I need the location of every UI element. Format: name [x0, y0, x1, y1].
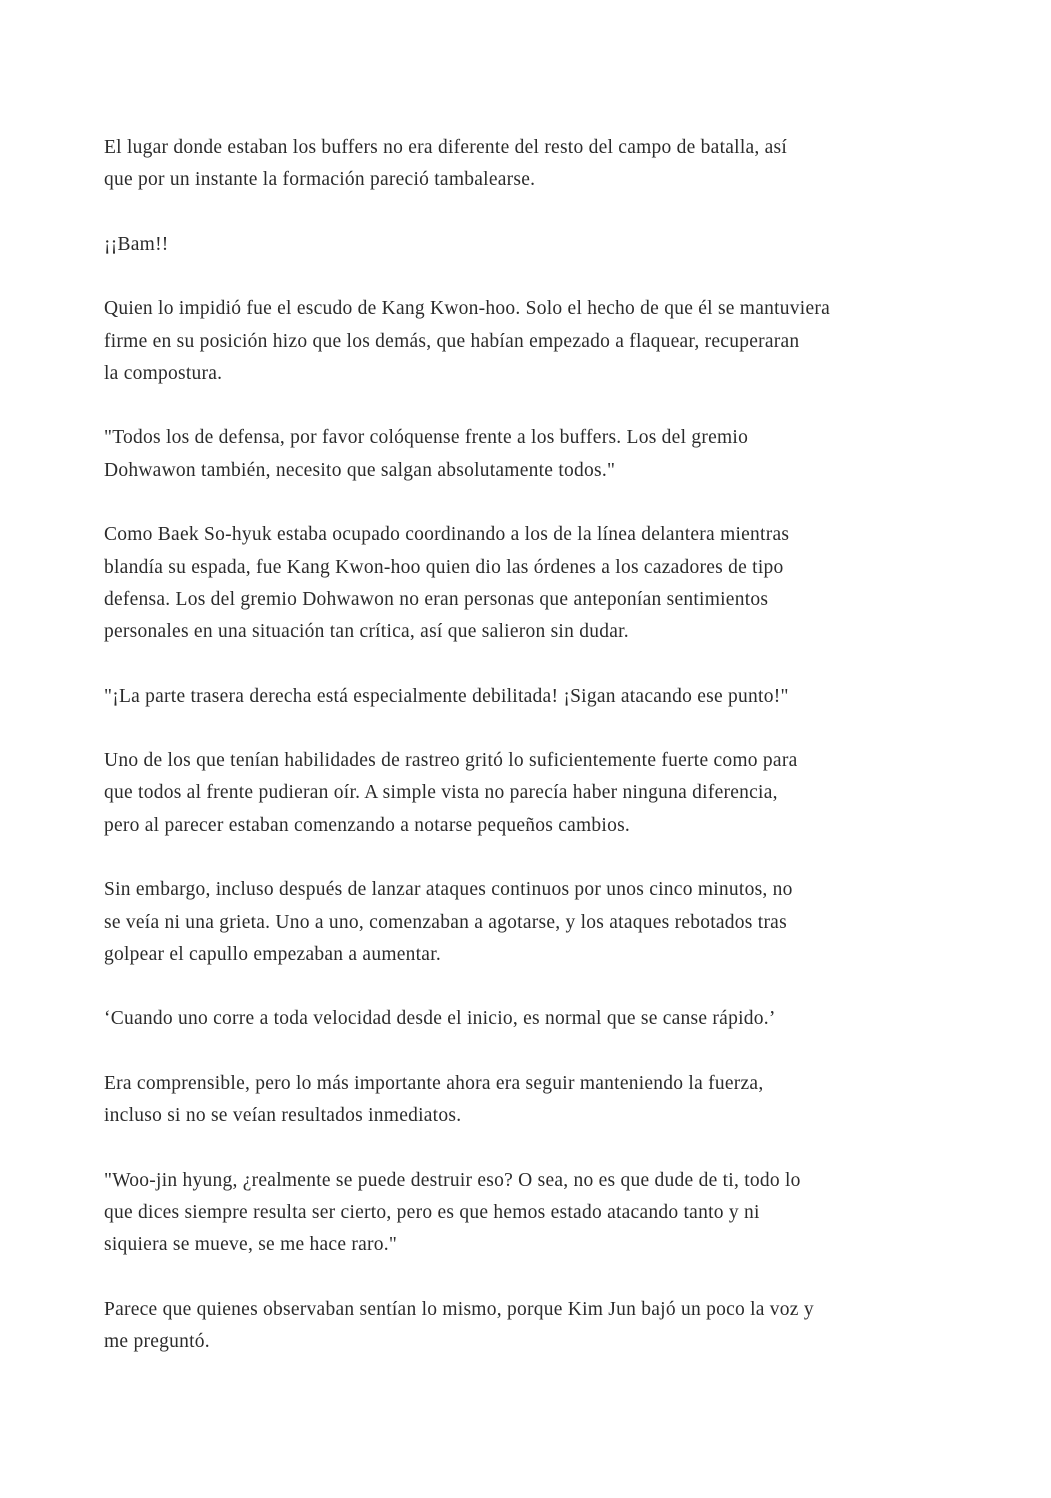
paragraph	[104, 422, 964, 487]
text-line: ‘Cuando uno corre a toda velocidad desde el inicio, es normal que se canse rápido.’	[104, 1008, 776, 1030]
text-line: la compostura.	[104, 362, 223, 384]
text-line: Sin embargo, incluso después de lanzar ataques continuos por unos cinco minutos, no	[104, 879, 793, 901]
paragraph	[104, 132, 964, 197]
paragraph	[104, 519, 964, 649]
text-line: se veía ni una grieta. Uno a uno, comenzaban a agotarse, y los ataques rebotados tras	[104, 911, 787, 933]
paragraph	[104, 229, 964, 261]
text-line: Parece que quienes observaban sentían lo mismo, porque Kim Jun bajó un poco la voz y	[104, 1298, 814, 1320]
text-line: ¡¡Bam!!	[104, 233, 169, 255]
text-line: defensa. Los del gremio Dohwawon no eran personas que anteponían sentimientos	[104, 588, 769, 610]
paragraph	[104, 1294, 964, 1359]
text-line: firme en su posición hizo que los demás, que habían empezado a flaquear, recuperaran	[104, 330, 800, 352]
text-line: Era comprensible, pero lo más importante ahora era seguir manteniendo la fuerza,	[104, 1072, 764, 1094]
paragraph	[104, 681, 964, 713]
text-line: siquiera se mueve, se me hace raro."	[104, 1234, 398, 1256]
text-line: "Todos los de defensa, por favor colóquense frente a los buffers. Los del gremio	[104, 427, 749, 449]
text-line: "Woo-jin hyung, ¿realmente se puede destruir eso? O sea, no es que dude de ti, todo lo	[104, 1169, 801, 1191]
text-line: Uno de los que tenían habilidades de rastreo gritó lo suficientemente fuerte como para	[104, 750, 798, 772]
paragraph	[104, 745, 964, 842]
text-line: golpear el capullo empezaban a aumentar.	[104, 944, 442, 966]
paragraph	[104, 1068, 964, 1133]
text-line: que todos al frente pudieran oír. A simple vista no parecía haber ninguna diferencia,	[104, 782, 778, 804]
text-line: El lugar donde estaban los buffers no era diferente del resto del campo de batalla, así	[104, 137, 788, 158]
text-line: blandía su espada, fue Kang Kwon-hoo quien dio las órdenes a los cazadores de tipo	[104, 556, 784, 578]
text-line: que por un instante la formación pareció tambalearse.	[104, 169, 536, 191]
text-line: Como Baek So-hyuk estaba ocupado coordinando a los de la línea delantera mientras	[104, 524, 790, 546]
text-line: que dices siempre resulta ser cierto, pero es que hemos estado atacando tanto y ni	[104, 1201, 760, 1223]
paragraph	[104, 293, 964, 390]
text-line: Dohwawon también, necesito que salgan absolutamente todos."	[104, 459, 616, 481]
text-line: incluso si no se veían resultados inmediatos.	[104, 1105, 462, 1127]
text-line: pero al parecer estaban comenzando a notarse pequeños cambios.	[104, 814, 631, 836]
document-body	[104, 132, 964, 1391]
text-line: Quien lo impidió fue el escudo de Kang Kwon-hoo. Solo el hecho de que él se mantuviera	[104, 298, 831, 320]
paragraph	[104, 874, 964, 971]
text-line: "¡La parte trasera derecha está especialmente debilitada! ¡Sigan atacando ese punto!"	[104, 685, 789, 707]
paragraph	[104, 1165, 964, 1262]
text-line: me preguntó.	[104, 1331, 210, 1353]
paragraph	[104, 1003, 964, 1035]
text-line: personales en una situación tan crítica, así que salieron sin dudar.	[104, 621, 629, 643]
